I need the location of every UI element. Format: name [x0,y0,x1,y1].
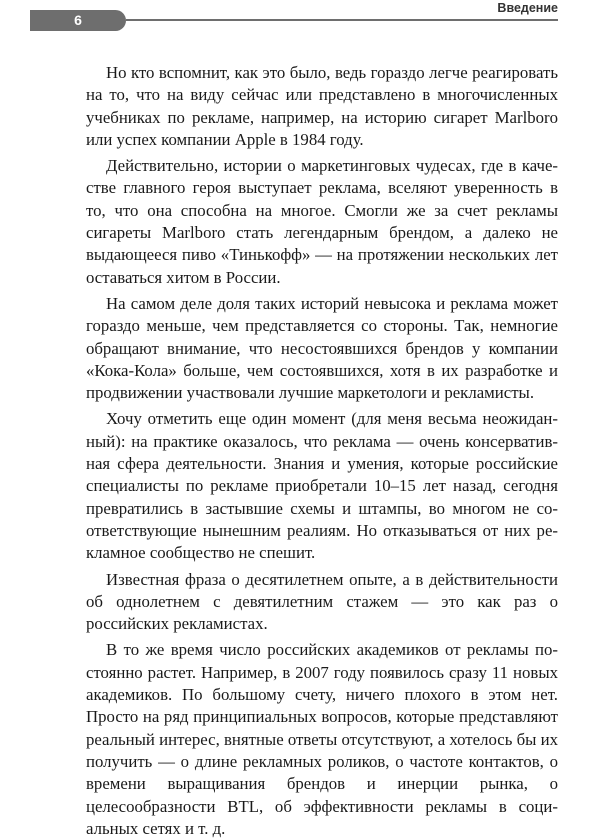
header-rule [126,19,558,21]
paragraph: Действительно, истории о маркетинговых чудесах, где в качестве главного героя выступает реклама, вселяют уверенность в то, что она способна на многое. Смогли же за счет рекламы сигареты Marlboro стать легендарным брендом, а далеко не выдающееся пиво «Тинькофф» — на протяжении нескольких лет оставаться хитом в России. [86,156,558,287]
page-header [0,0,600,34]
chapter-title: Введение [497,1,558,15]
paragraph: Хочу отметить еще один момент (для меня весьма неожиданный): на практике оказалось, что реклама — очень консервативная сфера деятельности. Знания и умения, которые российские специалисты по рекламе приобретали 10–15 лет назад, сегодня превратились в застывшие схемы и штампы, во многом не соответствующие нынешним реалиям. Но отказываться от них рекламное сообщество не спешит. [86,409,558,563]
page-number: 6 [30,10,126,31]
paragraph: На самом деле доля таких историй невысока и реклама может гораздо меньше, чем представляется со стороны. Так, немногие обращают внимание, что несостоявшихся брендов у компании «Кока-Кола» больше, чем состоявшихся, хотя в их разработке и продвижении участвовали лучшие маркетологи и рекламисты. [86,293,558,403]
paragraph: Известная фраза о десятилетнем опыте, а в действительности об однолетнем с девятилетним стажем — это как раз о российских рекламистах. [86,569,558,634]
body-text [86,62,558,840]
paragraph: В то же время число российских академиков от рекламы постоянно растет. Например, в 2007 году появилось сразу 11 новых академиков. По большому счету, ничего плохого в этом нет. Просто на ряд принципиальных вопросов, которые представляют реальный интерес, внятные ответы отсутствуют, а хотелось бы их получить — о длине рекламных роликов, о частоте контактов, о времени выращивания брендов и инерции рынка, о целесообразности BTL, об эффективности рекламы в социальных сетях и т. д. [86,640,558,838]
paragraph: Но кто вспомнит, как это было, ведь гораздо легче реагировать на то, что на виду сейчас или представлено в многочисленных учебниках по рекламе, например, на историю сигарет Marlboro или успех компании Apple в 1984 году. [86,63,558,149]
